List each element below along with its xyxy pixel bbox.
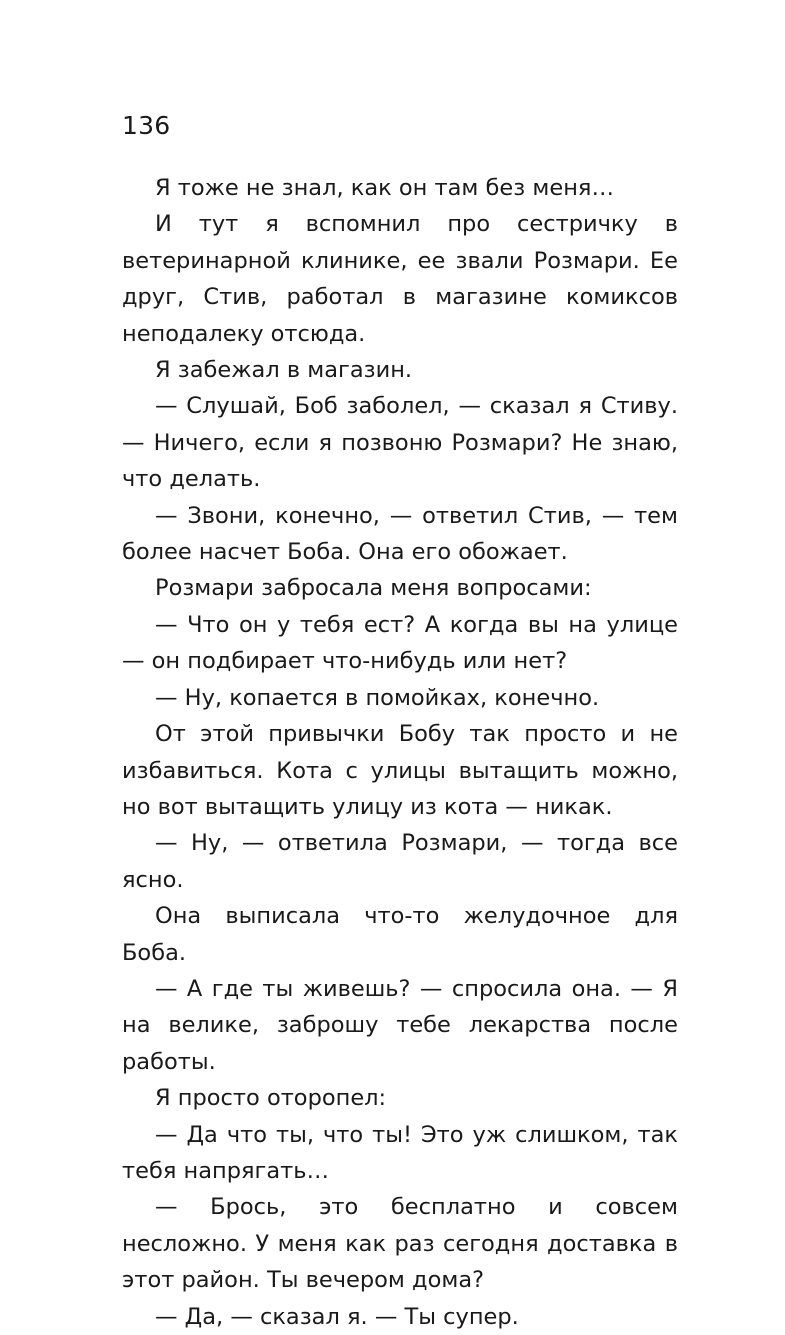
page-number: 136 bbox=[122, 111, 171, 140]
dialogue-line: — Да что ты, что ты! Это уж слишком, так тебя напрягать… bbox=[122, 1121, 678, 1184]
dialogue-line: — Ну, копается в помойках, конечно. bbox=[155, 684, 600, 711]
paragraph: Она выписала что-то желудочное для Боба. bbox=[122, 903, 678, 966]
dialogue-line: — Слушай, Боб заболел, — сказал я Стиву. — Ничего, если я позвоню Розмари? Не знаю, что делать. bbox=[122, 393, 678, 493]
paragraph: Я тоже не знал, как он там без меня… bbox=[155, 175, 614, 201]
dialogue-line: — Ну, — ответила Розмари, — тогда все ясно. bbox=[122, 830, 678, 893]
paragraph: И тут я вспомнил про сестричку в ветеринарной клинике, ее звали Розмари. Ее друг, Стив, работал в магазине комиксов неподалеку отсюда. bbox=[122, 211, 678, 347]
dialogue-line: — Брось, это бесплатно и совсем несложно. У меня как раз сегодня доставка в этот район. Ты вечером дома? bbox=[122, 1194, 678, 1294]
dialogue-line: — А где ты живешь? — спросила она. — Я на велике, заброшу тебе лекарства после работы. bbox=[122, 975, 678, 1075]
body-text bbox=[122, 170, 678, 1335]
paragraph: От этой привычки Бобу так просто и не избавиться. Кота с улицы вытащить можно, но вот вытащить улицу из кота — никак. bbox=[122, 721, 678, 820]
paragraph: Я просто оторопел: bbox=[155, 1085, 387, 1112]
dialogue-line: — Да, — сказал я. — Ты супер. bbox=[155, 1303, 519, 1330]
paragraph: Розмари забросала меня вопросами: bbox=[155, 575, 592, 602]
paragraph: Я забежал в магазин. bbox=[155, 357, 413, 384]
dialogue-line: — Что он у тебя ест? А когда вы на улице — он подбирает что-нибудь или нет? bbox=[122, 611, 678, 675]
dialogue-line: — Звони, конечно, — ответил Стив, — тем более насчет Боба. Она его обожает. bbox=[122, 502, 678, 566]
